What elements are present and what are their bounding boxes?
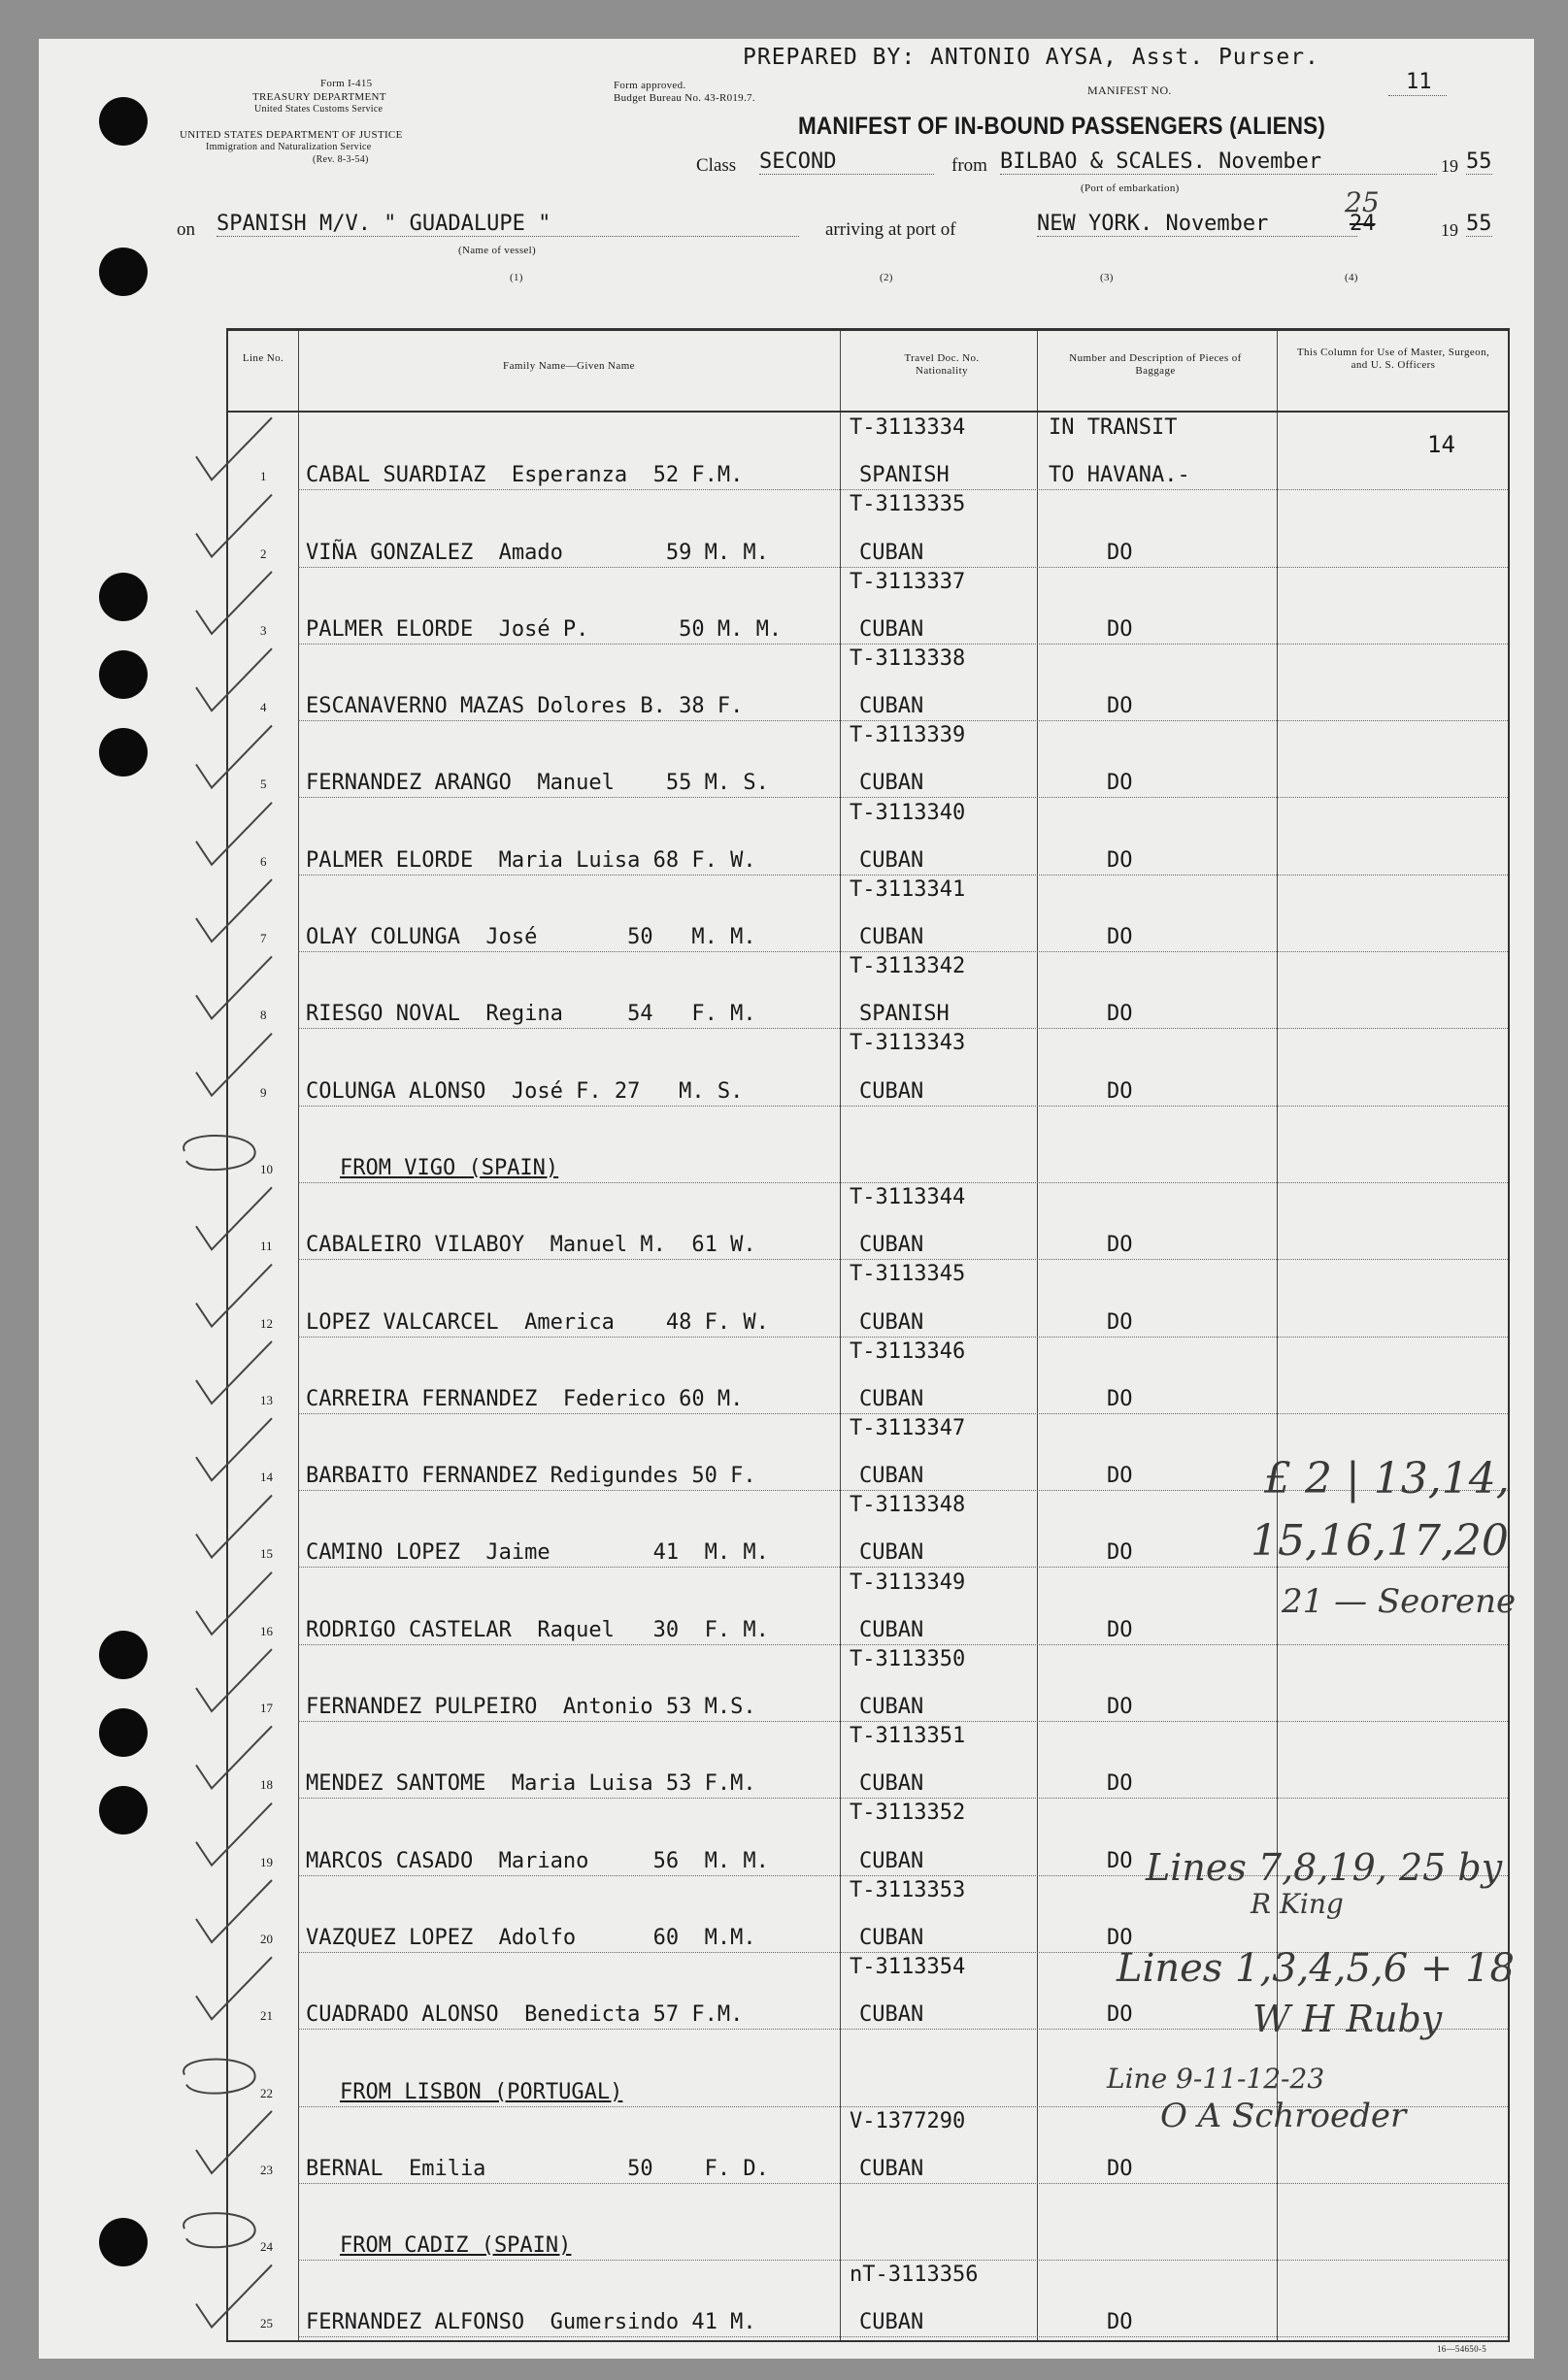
- department-immigration: Immigration and Naturalization Service: [206, 142, 372, 152]
- travel-document-number: T-3113337: [850, 569, 966, 594]
- table-row: [228, 1183, 1508, 1260]
- row-rule: [298, 2336, 1508, 2337]
- arriving-year: 55: [1466, 212, 1492, 236]
- column-index-2: (2): [880, 272, 893, 283]
- passenger-name: VIÑA GONZALEZ Amado 59 M. M.: [306, 540, 769, 565]
- travel-document-number: nT-3113356: [850, 2263, 979, 2288]
- binder-hole: [99, 2218, 148, 2266]
- column-header-name: Family Name—Given Name: [503, 360, 635, 372]
- column-header-line: Line No.: [242, 352, 284, 364]
- department-treasury: TREASURY DEPARTMENT: [252, 91, 386, 103]
- table-row: [228, 876, 1508, 952]
- nationality: CUBAN: [859, 540, 924, 565]
- passenger-name: CUADRADO ALONSO Benedicta 57 F.M.: [306, 2002, 744, 2028]
- travel-document-number: T-3113340: [850, 800, 966, 825]
- handwritten-note: Lines 7,8,19, 25 by: [1146, 1846, 1503, 1889]
- column-header-doc: Travel Doc. No. Nationality: [904, 352, 980, 377]
- from-value: BILBAO & SCALES. November: [1000, 149, 1437, 175]
- table-row: [228, 490, 1508, 567]
- from-year: 55: [1466, 149, 1492, 174]
- table-row: [228, 1338, 1508, 1414]
- baggage-description: DO: [1107, 1695, 1133, 1720]
- line-number: 12: [260, 1315, 273, 1331]
- baggage-description: DO: [1107, 2002, 1133, 2028]
- binder-hole: [99, 650, 148, 699]
- nationality: SPANISH: [859, 463, 950, 488]
- department-customs: United States Customs Service: [254, 104, 384, 115]
- nationality: CUBAN: [859, 616, 924, 642]
- vessel-name: SPANISH M/V. " GUADALUPE ": [217, 212, 799, 237]
- baggage-description: DO: [1107, 540, 1133, 565]
- nationality: CUBAN: [859, 2156, 924, 2181]
- travel-document-number: T-3113343: [850, 1031, 966, 1056]
- travel-document-number: T-3113350: [850, 1646, 966, 1671]
- line-number: 6: [260, 853, 267, 869]
- handwritten-note: £ 2 | 13,14,: [1264, 1454, 1510, 1504]
- line-number: 3: [260, 622, 267, 638]
- travel-document-number: T-3113348: [850, 1493, 966, 1518]
- nationality: CUBAN: [859, 1540, 924, 1566]
- baggage-description: DO: [1107, 1386, 1133, 1411]
- passenger-name: ESCANAVERNO MAZAS Dolores B. 38 F.: [306, 694, 744, 719]
- line-number: 21: [260, 2008, 273, 2024]
- line-number: 9: [260, 1084, 267, 1100]
- nationality: CUBAN: [859, 2310, 924, 2335]
- binder-hole: [99, 1708, 148, 1757]
- class-label: Class: [696, 155, 737, 176]
- baggage-description: DO: [1107, 616, 1133, 642]
- table-row: [228, 721, 1508, 798]
- baggage-description: DO: [1107, 1617, 1133, 1642]
- form-number: Form I-415: [320, 78, 373, 89]
- revision-date: (Rev. 8-3-54): [313, 154, 369, 165]
- header-divider: [228, 411, 1508, 413]
- table-row: [228, 568, 1508, 645]
- passenger-name: CABALEIRO VILABOY Manuel M. 61 W.: [306, 1233, 756, 1258]
- budget-bureau: Budget Bureau No. 43-R019.7.: [614, 92, 755, 104]
- table-row: [228, 1107, 1508, 1183]
- line-number: 19: [260, 1854, 273, 1869]
- column-index-1: (1): [510, 272, 523, 283]
- binder-hole: [99, 1631, 148, 1679]
- line-number: 25: [260, 2316, 273, 2331]
- passenger-name: FERNANDEZ PULPEIRO Antonio 53 M.S.: [306, 1695, 756, 1720]
- from-label: from: [951, 155, 987, 176]
- passenger-name: MENDEZ SANTOME Maria Luisa 53 F.M.: [306, 1771, 756, 1797]
- binder-hole: [99, 248, 148, 296]
- table-row: [228, 645, 1508, 721]
- passenger-name: PALMER ELORDE Maria Luisa 68 F. W.: [306, 847, 756, 873]
- baggage-description: DO: [1107, 1233, 1133, 1258]
- binder-hole: [99, 1786, 148, 1835]
- passenger-name: RODRIGO CASTELAR Raquel 30 F. M.: [306, 1617, 769, 1642]
- line-number: 17: [260, 1701, 273, 1716]
- arriving-day-handwritten: 25: [1345, 186, 1380, 218]
- department-justice: UNITED STATES DEPARTMENT OF JUSTICE: [180, 129, 403, 141]
- travel-document-number: T-3113341: [850, 876, 966, 902]
- baggage-description: DO: [1107, 1078, 1133, 1104]
- travel-document-number: T-3113339: [850, 723, 966, 748]
- travel-document-number: T-3113334: [850, 415, 966, 440]
- class-value: SECOND: [759, 149, 934, 175]
- column-index-3: (3): [1100, 272, 1114, 283]
- vessel-caption: (Name of vessel): [458, 245, 536, 256]
- arriving-day-struck: 24: [1350, 212, 1376, 236]
- passenger-name: CABAL SUARDIAZ Esperanza 52 F.M.: [306, 463, 744, 488]
- travel-document-number: T-3113351: [850, 1724, 966, 1749]
- manifest-no-rule: [1388, 95, 1447, 96]
- prepared-by: PREPARED BY: ANTONIO AYSA, Asst. Purser.: [743, 45, 1319, 70]
- baggage-description: DO: [1107, 847, 1133, 873]
- table-row: [228, 2184, 1508, 2261]
- line-number: 4: [260, 700, 267, 715]
- on-label: on: [177, 219, 195, 240]
- line-number: 5: [260, 777, 267, 792]
- manifest-sheet: [39, 39, 1534, 2359]
- travel-document-number: T-3113347: [850, 1415, 966, 1440]
- baggage-description: TO HAVANA.-: [1049, 463, 1190, 488]
- binder-hole: [99, 97, 148, 146]
- table-row: [228, 1722, 1508, 1799]
- travel-document-number: T-3113353: [850, 1877, 966, 1902]
- line-number: 15: [260, 1546, 273, 1562]
- travel-document-number: T-3113345: [850, 1262, 966, 1287]
- nationality: CUBAN: [859, 2002, 924, 2028]
- table-row: [228, 799, 1508, 876]
- arriving-year-prefix: 19: [1441, 220, 1458, 240]
- passenger-name: COLUNGA ALONSO José F. 27 M. S.: [306, 1078, 744, 1104]
- nationality: CUBAN: [859, 1695, 924, 1720]
- line-number: 22: [260, 2085, 273, 2100]
- baggage-description: DO: [1107, 1848, 1133, 1873]
- nationality: CUBAN: [859, 1848, 924, 1873]
- table-row: [228, 952, 1508, 1029]
- passenger-name: BERNAL Emilia 50 F. D.: [306, 2156, 769, 2181]
- travel-document-number: T-3113352: [850, 1801, 966, 1826]
- travel-document-number: T-3113338: [850, 645, 966, 671]
- line-number: 13: [260, 1392, 273, 1407]
- nationality: CUBAN: [859, 1078, 924, 1104]
- form-title: MANIFEST OF IN-BOUND PASSENGERS (ALIENS): [798, 113, 1326, 140]
- port-embarkation-caption: (Port of embarkation): [1081, 182, 1180, 194]
- line-number: 1: [260, 469, 267, 484]
- arriving-port: NEW YORK. November: [1037, 212, 1357, 237]
- manifest-no-label: MANIFEST NO.: [1087, 83, 1172, 97]
- nationality: CUBAN: [859, 925, 924, 950]
- footer-print-code: 16—54650-5: [1437, 2344, 1486, 2354]
- handwritten-note: 15,16,17,20: [1251, 1516, 1509, 1566]
- baggage-description: DO: [1107, 771, 1133, 796]
- line-number: 8: [260, 1008, 267, 1023]
- passenger-name: FERNANDEZ ARANGO Manuel 55 M. S.: [306, 771, 769, 796]
- handwritten-signature: O A Schroeder: [1160, 2097, 1407, 2135]
- nationality: CUBAN: [859, 1309, 924, 1335]
- baggage-description: DO: [1107, 1309, 1133, 1335]
- handwritten-signature: W H Ruby: [1252, 1998, 1443, 2040]
- handwritten-signature: R King: [1251, 1888, 1344, 1920]
- handwritten-note: 21 — Seorene: [1282, 1582, 1517, 1621]
- from-year-prefix: 19: [1441, 156, 1458, 176]
- baggage-description: DO: [1107, 1925, 1133, 1950]
- port-section-heading: FROM CADIZ (SPAIN): [340, 2233, 572, 2259]
- baggage-description: DO: [1107, 925, 1133, 950]
- baggage-description: DO: [1107, 2310, 1133, 2335]
- binder-hole: [99, 573, 148, 621]
- column-header-officers: This Column for Use of Master, Surgeon, and U. S. Officers: [1296, 347, 1490, 371]
- column-header-baggage: Number and Description of Pieces of Baggage: [1069, 352, 1242, 377]
- travel-document-number: T-3113342: [850, 954, 966, 979]
- arriving-label: arriving at port of: [825, 219, 956, 240]
- travel-document-number: V-1377290: [850, 2108, 966, 2133]
- baggage-description: DO: [1107, 1771, 1133, 1797]
- table-row: [228, 1029, 1508, 1106]
- baggage-description: DO: [1107, 1002, 1133, 1027]
- line-number: 2: [260, 545, 267, 561]
- passenger-name: RIESGO NOVAL Regina 54 F. M.: [306, 1002, 756, 1027]
- port-section-heading: FROM LISBON (PORTUGAL): [340, 2079, 623, 2104]
- port-section-heading: FROM VIGO (SPAIN): [340, 1155, 559, 1180]
- baggage-description: DO: [1107, 694, 1133, 719]
- passenger-name: BARBAITO FERNANDEZ Redigundes 50 F.: [306, 1464, 756, 1489]
- baggage-description: DO: [1107, 1540, 1133, 1566]
- passenger-name: PALMER ELORDE José P. 50 M. M.: [306, 616, 783, 642]
- line-number: 18: [260, 1777, 273, 1793]
- baggage-transit: IN TRANSIT: [1049, 415, 1178, 440]
- line-number: 24: [260, 2239, 273, 2255]
- line-number: 14: [260, 1470, 273, 1485]
- passenger-name: MARCOS CASADO Mariano 56 M. M.: [306, 1848, 769, 1873]
- passenger-name: LOPEZ VALCARCEL America 48 F. W.: [306, 1309, 769, 1335]
- line-number: 10: [260, 1161, 273, 1176]
- handwritten-note: Line 9-11-12-23: [1107, 2063, 1325, 2095]
- travel-document-number: T-3113335: [850, 492, 966, 517]
- line-number: 11: [260, 1239, 273, 1254]
- nationality: CUBAN: [859, 847, 924, 873]
- nationality: SPANISH: [859, 1002, 950, 1027]
- form-approved: Form approved.: [614, 80, 686, 91]
- passenger-name: CAMINO LOPEZ Jaime 41 M. M.: [306, 1540, 769, 1566]
- line-number: 7: [260, 931, 267, 946]
- nationality: CUBAN: [859, 1771, 924, 1797]
- nationality: CUBAN: [859, 1925, 924, 1950]
- table-row: [228, 2261, 1508, 2337]
- passenger-name: VAZQUEZ LOPEZ Adolfo 60 M.M.: [306, 1925, 756, 1950]
- nationality: CUBAN: [859, 1233, 924, 1258]
- travel-document-number: T-3113344: [850, 1185, 966, 1209]
- nationality: CUBAN: [859, 694, 924, 719]
- nationality: CUBAN: [859, 771, 924, 796]
- handwritten-note: Lines 1,3,4,5,6 + 18: [1117, 1946, 1515, 1991]
- nationality: CUBAN: [859, 1617, 924, 1642]
- passenger-name: FERNANDEZ ALFONSO Gumersindo 41 M.: [306, 2310, 756, 2335]
- travel-document-number: T-3113349: [850, 1570, 966, 1595]
- line-number: 23: [260, 2162, 273, 2177]
- nationality: CUBAN: [859, 1464, 924, 1489]
- manifest-number: 11: [1406, 70, 1432, 94]
- baggage-description: DO: [1107, 2156, 1133, 2181]
- table-row: [228, 1260, 1508, 1337]
- table-row: [228, 413, 1508, 490]
- travel-document-number: T-3113354: [850, 1955, 966, 1979]
- passenger-name: CARREIRA FERNANDEZ Federico 60 M.: [306, 1386, 744, 1411]
- binder-hole: [99, 728, 148, 777]
- nationality: CUBAN: [859, 1386, 924, 1411]
- officer-note: 14: [1427, 431, 1455, 458]
- line-number: 16: [260, 1623, 273, 1638]
- baggage-description: DO: [1107, 1464, 1133, 1489]
- passenger-name: OLAY COLUNGA José 50 M. M.: [306, 925, 756, 950]
- column-index-4: (4): [1345, 272, 1358, 283]
- line-number: 20: [260, 1931, 273, 1946]
- table-row: [228, 1645, 1508, 1722]
- travel-document-number: T-3113346: [850, 1339, 966, 1364]
